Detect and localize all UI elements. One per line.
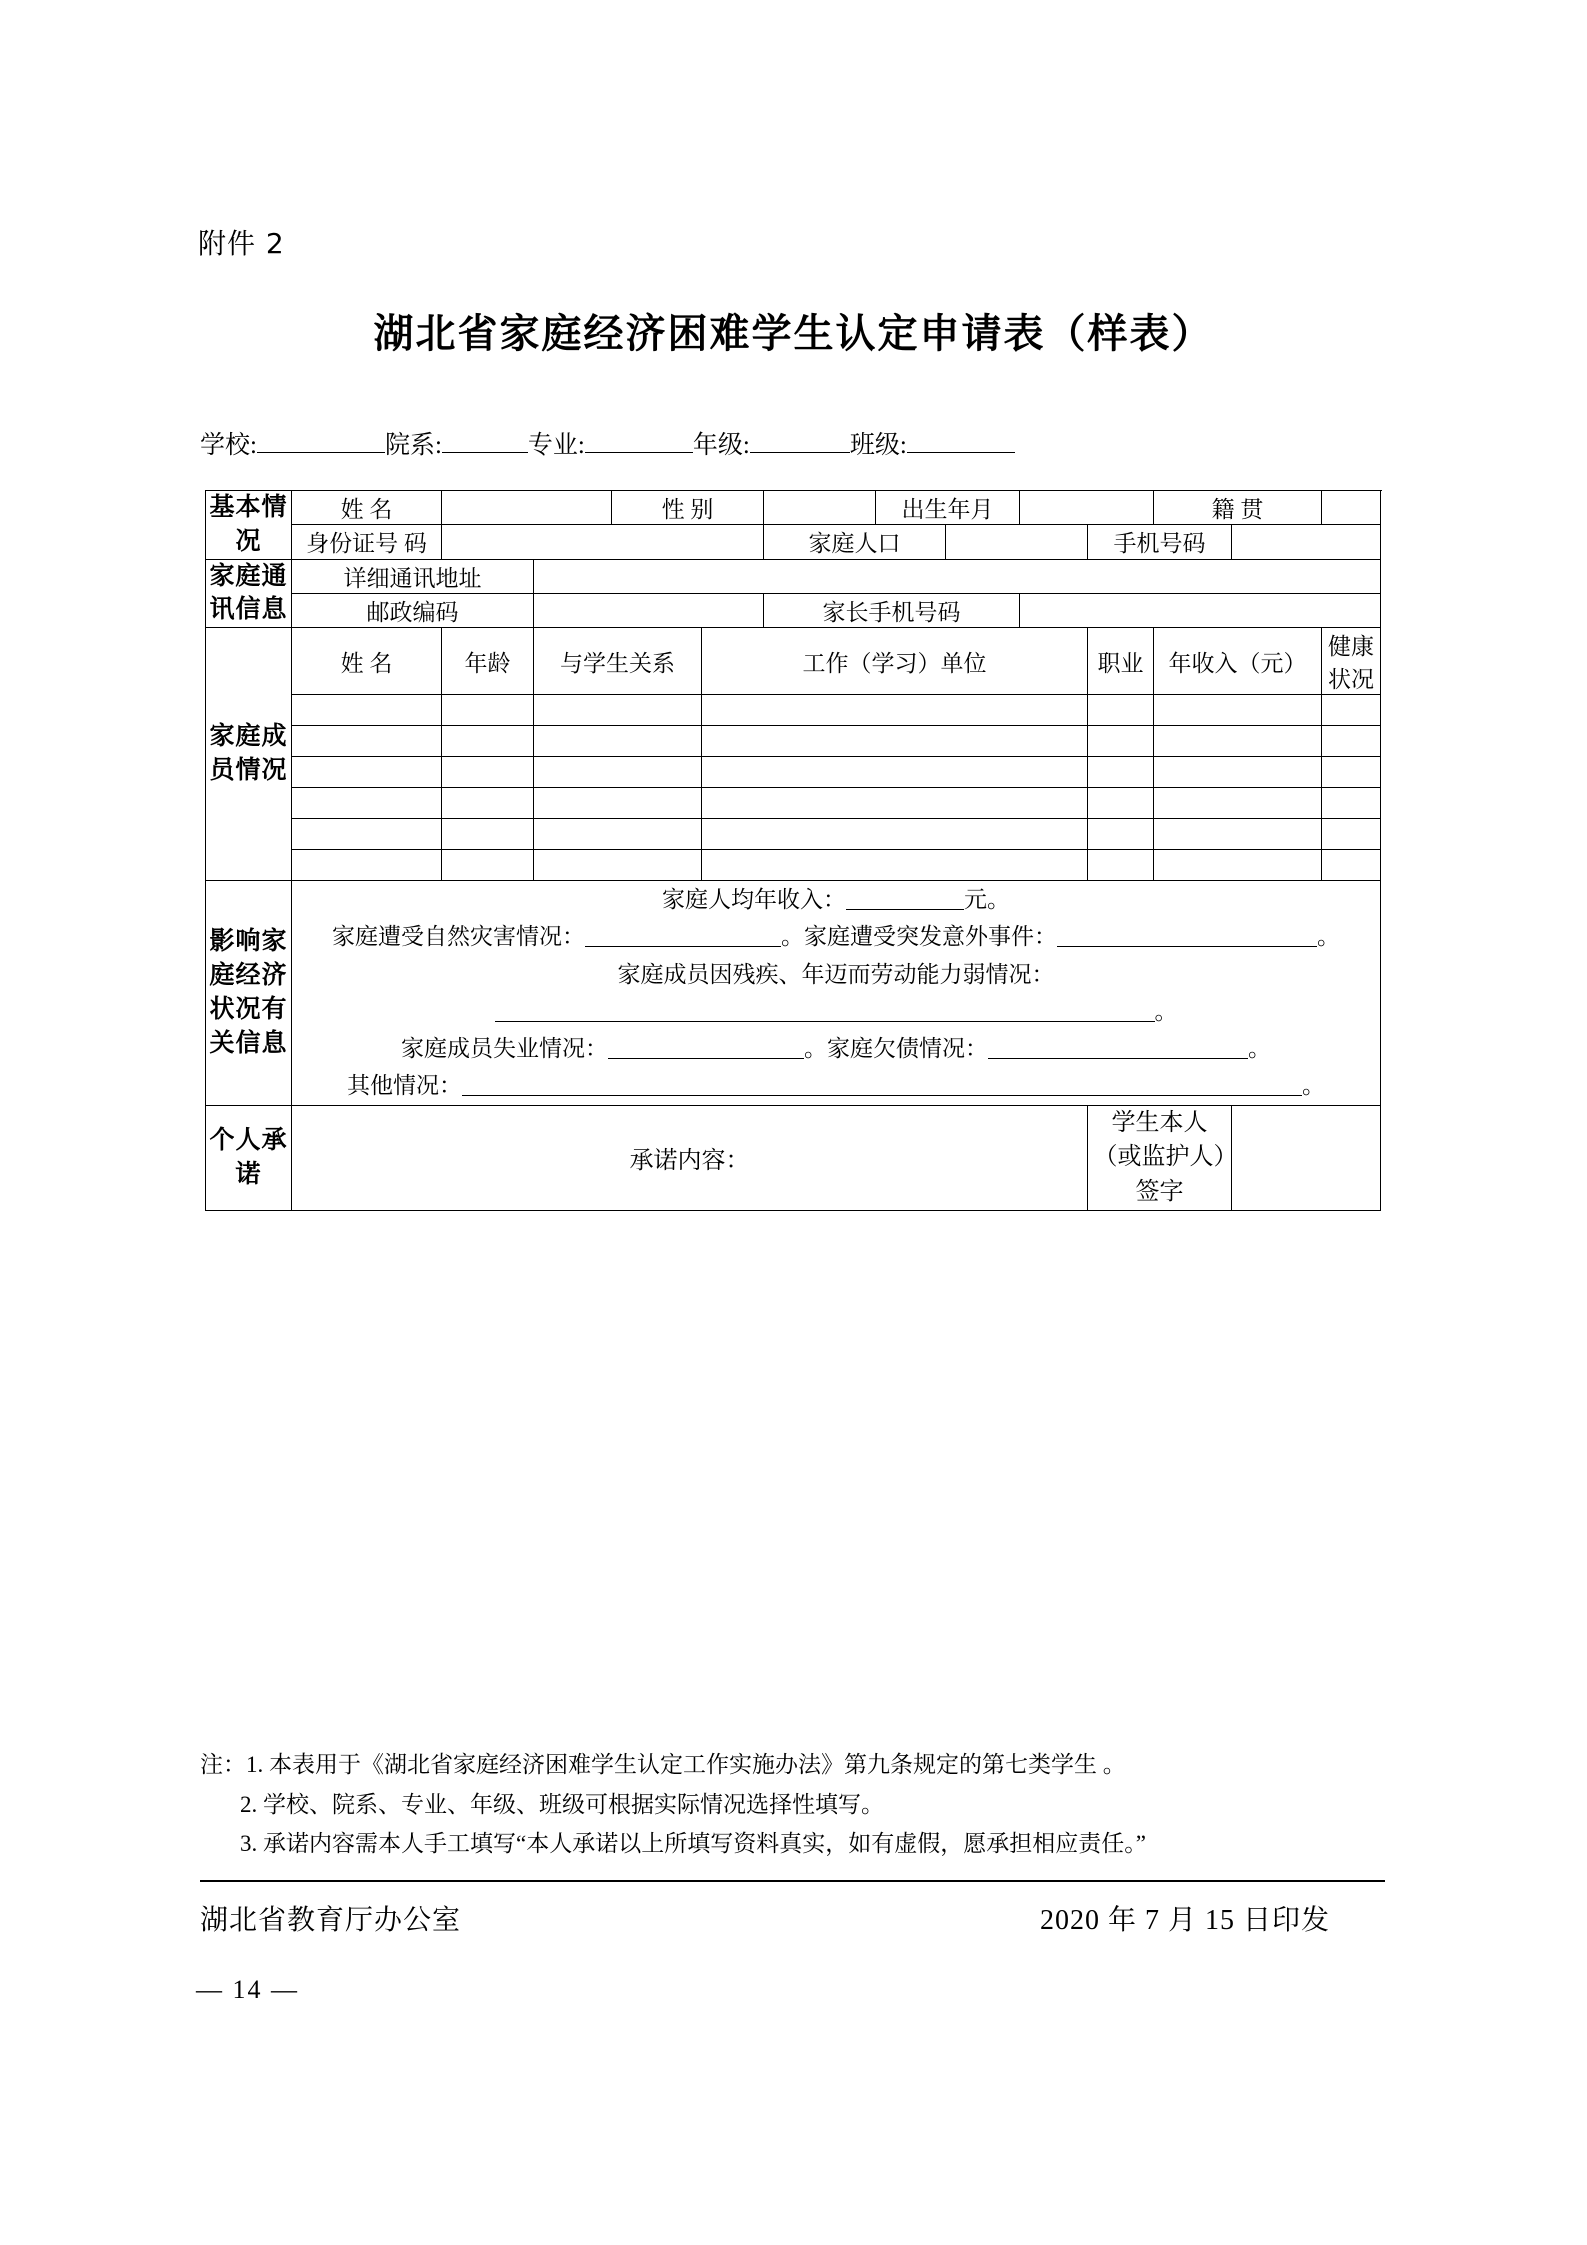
member-income[interactable] bbox=[1154, 757, 1322, 788]
member-relation[interactable] bbox=[534, 757, 702, 788]
line2-end: 。 bbox=[1317, 924, 1340, 950]
economic-line-3 bbox=[292, 956, 1380, 1031]
id-number-label: 身份证号 码 bbox=[292, 525, 442, 559]
economic-line-4 bbox=[292, 1030, 1380, 1067]
disability-input[interactable] bbox=[495, 1000, 1155, 1022]
member-workplace[interactable] bbox=[702, 850, 1088, 881]
avg-income-unit: 元。 bbox=[964, 887, 1010, 912]
header-fields bbox=[200, 425, 1380, 461]
department-input[interactable] bbox=[442, 428, 528, 453]
economic-line-2 bbox=[292, 918, 1380, 955]
member-occupation[interactable] bbox=[1088, 695, 1154, 726]
member-income[interactable] bbox=[1154, 726, 1322, 757]
mobile-value[interactable] bbox=[1232, 525, 1381, 559]
member-name[interactable] bbox=[292, 757, 442, 788]
table-row bbox=[206, 819, 1381, 850]
member-workplace[interactable] bbox=[702, 726, 1088, 757]
parent-mobile-value[interactable] bbox=[1020, 593, 1381, 627]
economic-line-1 bbox=[292, 881, 1380, 918]
member-header-health: 健康状况 bbox=[1322, 628, 1381, 695]
member-health[interactable] bbox=[1322, 757, 1381, 788]
avg-income-label: 家庭人均年收入： bbox=[662, 887, 846, 912]
family-size-label: 家庭人口 bbox=[764, 525, 946, 559]
economic-line-5 bbox=[292, 1067, 1380, 1104]
member-relation[interactable] bbox=[534, 788, 702, 819]
grade-input[interactable] bbox=[750, 428, 850, 453]
notes-prefix: 注： bbox=[200, 1752, 246, 1777]
table-row bbox=[206, 726, 1381, 757]
member-health[interactable] bbox=[1322, 726, 1381, 757]
member-header-income: 年收入（元） bbox=[1154, 628, 1322, 695]
member-occupation[interactable] bbox=[1088, 819, 1154, 850]
member-income[interactable] bbox=[1154, 819, 1322, 850]
disability-label: 家庭成员因残疾、年迈而劳动能力弱情况： bbox=[617, 961, 1055, 987]
member-workplace[interactable] bbox=[702, 819, 1088, 850]
member-occupation[interactable] bbox=[1088, 788, 1154, 819]
line5-end: 。 bbox=[1302, 1073, 1325, 1099]
school-label: 学校: bbox=[200, 432, 257, 459]
avg-income-input[interactable] bbox=[846, 888, 964, 910]
native-place-value[interactable] bbox=[1322, 491, 1381, 525]
member-name[interactable] bbox=[292, 819, 442, 850]
promise-content-input[interactable] bbox=[292, 1105, 1088, 1210]
member-age[interactable] bbox=[442, 726, 534, 757]
member-occupation[interactable] bbox=[1088, 850, 1154, 881]
member-header-age: 年龄 bbox=[442, 628, 534, 695]
note-line-1 bbox=[200, 1745, 1390, 1785]
member-age[interactable] bbox=[442, 695, 534, 726]
postcode-value[interactable] bbox=[534, 593, 764, 627]
table-row bbox=[206, 628, 1381, 695]
major-input[interactable] bbox=[585, 428, 693, 453]
economic-info-cell bbox=[292, 881, 1381, 1106]
table-row bbox=[206, 559, 1381, 593]
native-place-label: 籍 贯 bbox=[1154, 491, 1322, 525]
member-workplace[interactable] bbox=[702, 757, 1088, 788]
grade-label: 年级: bbox=[692, 432, 750, 459]
footer bbox=[200, 1898, 1385, 1938]
footer-divider bbox=[200, 1880, 1385, 1882]
member-occupation[interactable] bbox=[1088, 757, 1154, 788]
table-row bbox=[206, 525, 1381, 559]
class-label: 班级: bbox=[849, 432, 907, 459]
member-occupation[interactable] bbox=[1088, 726, 1154, 757]
member-age[interactable] bbox=[442, 819, 534, 850]
member-workplace[interactable] bbox=[702, 788, 1088, 819]
note-line-3 bbox=[200, 1824, 1390, 1864]
member-relation[interactable] bbox=[534, 695, 702, 726]
notes-section bbox=[200, 1745, 1390, 1864]
other-input[interactable] bbox=[462, 1074, 1302, 1096]
member-name[interactable] bbox=[292, 726, 442, 757]
member-header-relation: 与学生关系 bbox=[534, 628, 702, 695]
address-value[interactable] bbox=[534, 559, 1381, 593]
accident-label: 。家庭遭受突发意外事件： bbox=[781, 924, 1057, 950]
table-row bbox=[206, 593, 1381, 627]
birth-value[interactable] bbox=[1020, 491, 1154, 525]
member-relation[interactable] bbox=[534, 850, 702, 881]
unemployment-label: 家庭成员失业情况： bbox=[401, 1036, 608, 1061]
table-row bbox=[206, 1105, 1381, 1210]
name-value[interactable] bbox=[442, 491, 612, 525]
footer-date: 2020 年 7 月 15 日印发 bbox=[1039, 1905, 1330, 1936]
member-header-occupation: 职业 bbox=[1088, 628, 1154, 695]
footer-organization: 湖北省教育厅办公室 bbox=[200, 1905, 462, 1936]
contact-info-label: 家庭通讯信息 bbox=[206, 559, 292, 628]
economic-info-label: 影响家庭经济状况有关信息 bbox=[206, 881, 292, 1106]
member-health[interactable] bbox=[1322, 695, 1381, 726]
member-name[interactable] bbox=[292, 850, 442, 881]
page-number: — 14 — bbox=[196, 1975, 299, 2004]
signature-label: 学生本人（或监护人）签字 bbox=[1088, 1105, 1232, 1210]
member-health[interactable] bbox=[1322, 850, 1381, 881]
member-relation[interactable] bbox=[534, 819, 702, 850]
member-header-name: 姓 名 bbox=[292, 628, 442, 695]
application-form-table bbox=[205, 490, 1381, 1211]
major-label: 专业: bbox=[527, 432, 585, 459]
member-relation[interactable] bbox=[534, 726, 702, 757]
mobile-label: 手机号码 bbox=[1088, 525, 1232, 559]
disaster-label: 家庭遭受自然灾害情况： bbox=[332, 924, 585, 950]
table-row bbox=[206, 881, 1381, 1106]
member-income[interactable] bbox=[1154, 850, 1322, 881]
member-name[interactable] bbox=[292, 788, 442, 819]
member-age[interactable] bbox=[442, 757, 534, 788]
member-health[interactable] bbox=[1322, 819, 1381, 850]
gender-label: 性 别 bbox=[612, 491, 764, 525]
debt-label: 。家庭欠债情况： bbox=[804, 1036, 988, 1061]
note-line-2 bbox=[200, 1785, 1390, 1825]
note-3: 3. 承诺内容需本人手工填写“本人承诺以上所填写资料真实，如有虚假，愿承担相应责任。” bbox=[240, 1831, 1146, 1857]
table-row bbox=[206, 850, 1381, 881]
table-row bbox=[206, 695, 1381, 726]
member-header-workplace: 工作（学习）单位 bbox=[702, 628, 1088, 695]
name-label: 姓 名 bbox=[292, 491, 442, 525]
class-input[interactable] bbox=[907, 428, 1015, 453]
member-name[interactable] bbox=[292, 695, 442, 726]
member-workplace[interactable] bbox=[702, 695, 1088, 726]
unemployment-input[interactable] bbox=[608, 1037, 804, 1059]
table-row bbox=[206, 788, 1381, 819]
basic-info-label: 基本情况 bbox=[206, 491, 292, 560]
parent-mobile-label: 家长手机号码 bbox=[764, 593, 1020, 627]
promise-content-label: 承诺内容： bbox=[629, 1148, 750, 1175]
school-input[interactable] bbox=[257, 428, 385, 453]
line3-end: 。 bbox=[1154, 998, 1178, 1024]
member-age[interactable] bbox=[442, 850, 534, 881]
signature-input[interactable] bbox=[1232, 1105, 1381, 1210]
attachment-label: 附件 2 bbox=[198, 227, 285, 260]
gender-value[interactable] bbox=[764, 491, 876, 525]
birth-label: 出生年月 bbox=[876, 491, 1020, 525]
table-row bbox=[206, 491, 1381, 525]
page-title: 湖北省家庭经济困难学生认定申请表（样表） bbox=[373, 310, 1214, 357]
member-health[interactable] bbox=[1322, 788, 1381, 819]
debt-input[interactable] bbox=[988, 1037, 1248, 1059]
member-income[interactable] bbox=[1154, 788, 1322, 819]
address-label: 详细通讯地址 bbox=[292, 559, 534, 593]
personal-promise-label: 个人承诺 bbox=[206, 1105, 292, 1210]
note-1: 1. 本表用于《湖北省家庭经济困难学生认定工作实施办法》第九条规定的第七类学生 。 bbox=[246, 1752, 1126, 1777]
note-2: 2. 学校、院系、专业、年级、班级可根据实际情况选择性填写。 bbox=[240, 1791, 884, 1817]
family-members-label: 家庭成员情况 bbox=[206, 628, 292, 881]
department-label: 院系: bbox=[384, 432, 442, 459]
other-label: 其他情况： bbox=[347, 1073, 462, 1099]
table-row bbox=[206, 757, 1381, 788]
member-income[interactable] bbox=[1154, 695, 1322, 726]
disaster-input[interactable] bbox=[585, 925, 781, 947]
id-number-value[interactable] bbox=[442, 525, 764, 559]
family-size-value[interactable] bbox=[946, 525, 1088, 559]
line4-end: 。 bbox=[1248, 1036, 1271, 1061]
accident-input[interactable] bbox=[1057, 925, 1317, 947]
postcode-label: 邮政编码 bbox=[292, 593, 534, 627]
member-age[interactable] bbox=[442, 788, 534, 819]
